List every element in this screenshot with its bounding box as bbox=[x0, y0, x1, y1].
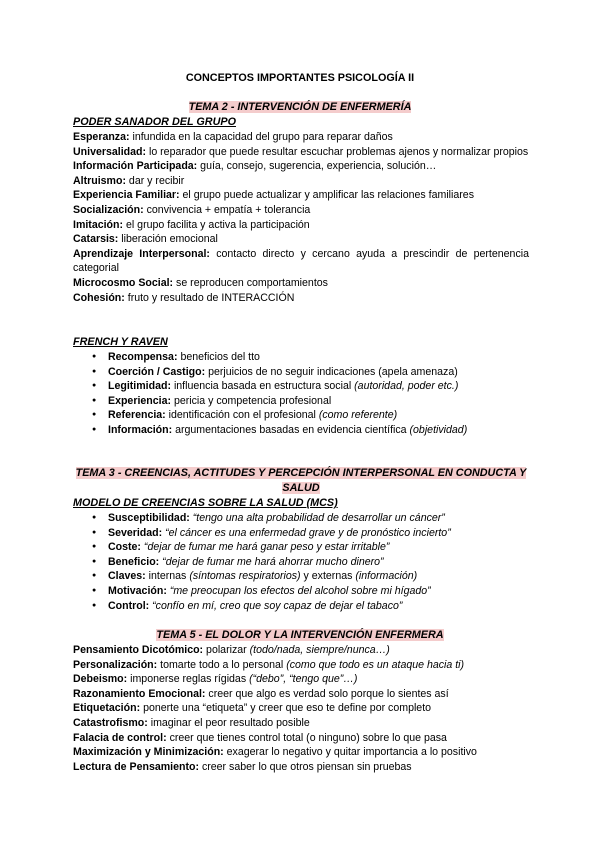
list-item: Catastrofismo: imaginar el peor resultado posible bbox=[73, 716, 310, 729]
list-item: Lectura de Pensamiento: creer saber lo que otros piensan sin pruebas bbox=[73, 760, 412, 773]
list-item: ● Experiencia: pericia y competencia profesional bbox=[73, 394, 533, 409]
list-item: ● Beneficio: “dejar de fumar me hará ahorrar mucho dinero” bbox=[73, 555, 533, 570]
list-item: ● Recompensa: beneficios del tto bbox=[73, 350, 533, 365]
list-item: Socialización: convivencia + empatía + tolerancia bbox=[73, 203, 311, 216]
list-item: Microcosmo Social: se reproducen comportamientos bbox=[73, 276, 328, 289]
list-item: Imitación: el grupo facilita y activa la participación bbox=[73, 218, 310, 231]
tema2-list bbox=[73, 130, 529, 305]
tema3-heading-text: TEMA 3 - CREENCIAS, ACTITUDES Y PERCEPCIÓN INTERPERSONAL EN CONDUCTA Y SALUD bbox=[75, 467, 527, 494]
tema2-heading bbox=[0, 100, 600, 115]
tema2-subheading: PODER SANADOR DEL GRUPO bbox=[73, 116, 236, 128]
list-item: Aprendizaje Interpersonal: contacto directo y cercano ayuda a prescindir de pertenencia categorial bbox=[73, 247, 529, 275]
list-item: Razonamiento Emocional: creer que algo es verdad solo porque lo sientes así bbox=[73, 687, 449, 700]
list-item: Debeismo: imponerse reglas rígidas (“debo”, “tengo que”…) bbox=[73, 673, 358, 686]
list-item: ● Susceptibilidad: “tengo una alta probabilidad de desarrollar un cáncer” bbox=[73, 511, 533, 526]
list-item: ● Coste: “dejar de fumar me hará ganar peso y estar irritable” bbox=[73, 540, 533, 555]
list-item: ● Información: argumentaciones basadas en evidencia científica (objetividad) bbox=[73, 423, 533, 438]
list-item: Maximización y Minimización: exagerar lo negativo y quitar importancia a lo positivo bbox=[73, 746, 477, 759]
list-item: Altruismo: dar y recibir bbox=[73, 174, 185, 187]
list-item: Etiquetación: ponerte una “etiqueta” y creer que eso te define por completo bbox=[73, 702, 432, 715]
tema3-list bbox=[73, 511, 533, 613]
list-item: ● Severidad: “el cáncer es una enfermedad grave y de pronóstico incierto” bbox=[73, 526, 533, 541]
tema2-heading-text: TEMA 2 - INTERVENCIÓN DE ENFERMERÍA bbox=[188, 101, 412, 113]
list-item: Información Participada: guía, consejo, sugerencia, experiencia, solución… bbox=[73, 160, 437, 173]
list-item: Experiencia Familiar: el grupo puede actualizar y amplificar las relaciones familiares bbox=[73, 189, 474, 202]
list-item: Universalidad: lo reparador que puede resultar escuchar problemas ajenos y normalizar propios bbox=[73, 145, 529, 158]
list-item: Catarsis: liberación emocional bbox=[73, 233, 218, 246]
list-item: ● Control: “confío en mí, creo que soy capaz de dejar el tabaco” bbox=[73, 599, 533, 614]
tema5-heading bbox=[0, 628, 600, 643]
list-item: Cohesión: fruto y resultado de INTERACCIÓN bbox=[73, 291, 295, 304]
tema5-list bbox=[73, 643, 543, 774]
list-item: ● Referencia: identificación con el profesional (como referente) bbox=[73, 408, 533, 423]
list-item: Pensamiento Dicotómico: polarizar (todo/nada, siempre/nunca…) bbox=[73, 644, 390, 656]
list-item: Esperanza: infundida en la capacidad del grupo para reparar daños bbox=[73, 131, 393, 143]
list-item: ● Claves: internas (síntomas respiratorios) y externas (información) bbox=[73, 569, 533, 584]
french-subheading: FRENCH Y RAVEN bbox=[73, 336, 168, 348]
document-title: CONCEPTOS IMPORTANTES PSICOLOGÍA II bbox=[185, 72, 415, 84]
tema3-subheading: MODELO DE CREENCIAS SOBRE LA SALUD (MCS) bbox=[73, 497, 338, 509]
tema3-heading bbox=[66, 466, 536, 495]
list-item: ● Coerción / Castigo: perjuicios de no seguir indicaciones (apela amenaza) bbox=[73, 365, 533, 380]
list-item: Falacia de control: creer que tienes control total (o ninguno) sobre lo que pasa bbox=[73, 731, 447, 744]
list-item: ● Legitimidad: influencia basada en estructura social (autoridad, poder etc.) bbox=[73, 379, 533, 394]
list-item: ● Motivación: “me preocupan los efectos del alcohol sobre mi hígado” bbox=[73, 584, 533, 599]
list-item: Personalización: tomarte todo a lo personal (como que todo es un ataque hacia ti) bbox=[73, 658, 465, 671]
tema5-heading-text: TEMA 5 - EL DOLOR Y LA INTERVENCIÓN ENFERMERA bbox=[156, 629, 444, 641]
french-list bbox=[73, 350, 533, 438]
